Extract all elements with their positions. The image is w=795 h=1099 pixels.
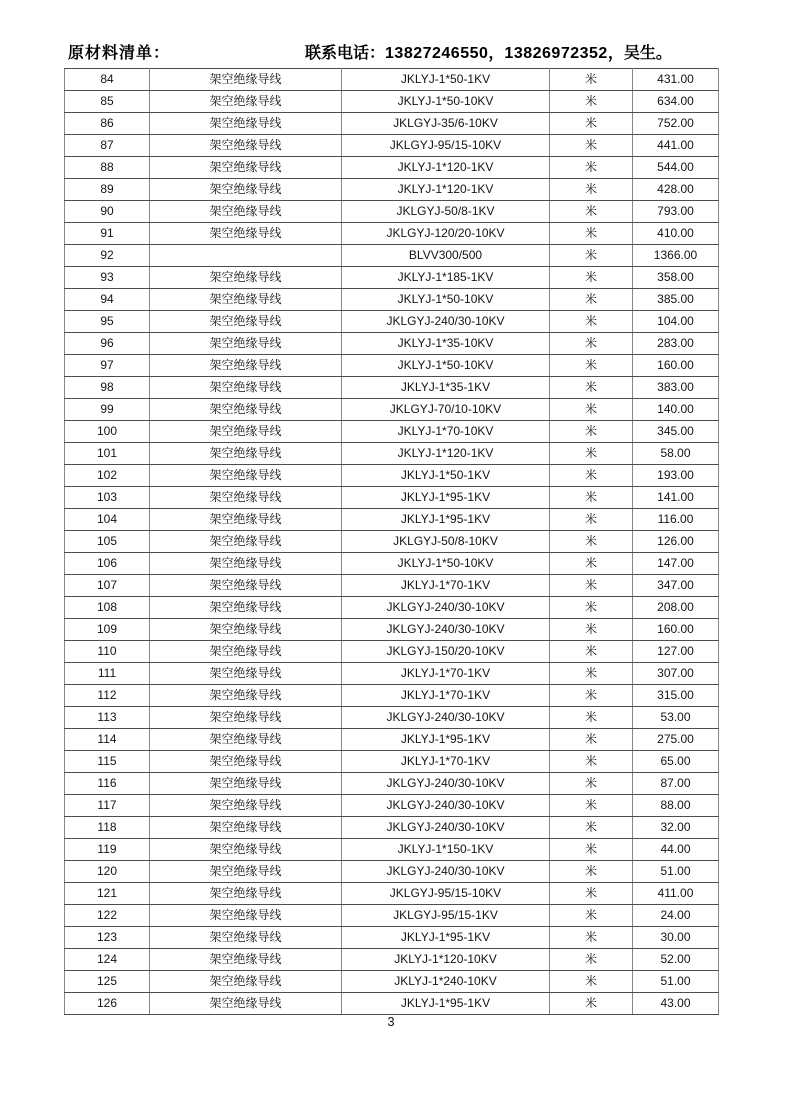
quantity-cell: 51.00: [633, 861, 719, 883]
spec-model-cell: JKLGYJ-35/6-10KV: [342, 113, 550, 135]
material-name-cell: 架空绝缘导线: [150, 223, 342, 245]
row-number-cell: 93: [65, 267, 150, 289]
unit-cell: 米: [550, 69, 633, 91]
material-name-cell: 架空绝缘导线: [150, 795, 342, 817]
quantity-cell: 88.00: [633, 795, 719, 817]
material-name-cell: 架空绝缘导线: [150, 443, 342, 465]
quantity-cell: 126.00: [633, 531, 719, 553]
table-row: [65, 91, 719, 113]
spec-model-cell: JKLYJ-1*240-10KV: [342, 971, 550, 993]
row-number-cell: 87: [65, 135, 150, 157]
material-name-cell: 架空绝缘导线: [150, 355, 342, 377]
spec-model-cell: JKLYJ-1*95-1KV: [342, 509, 550, 531]
unit-cell: 米: [550, 179, 633, 201]
table-row: [65, 179, 719, 201]
material-name-cell: 架空绝缘导线: [150, 289, 342, 311]
quantity-cell: 24.00: [633, 905, 719, 927]
unit-cell: 米: [550, 201, 633, 223]
material-name-cell: 架空绝缘导线: [150, 949, 342, 971]
table-row: [65, 927, 719, 949]
spec-model-cell: JKLYJ-1*50-10KV: [342, 91, 550, 113]
table-row: [65, 421, 719, 443]
table-row: [65, 311, 719, 333]
row-number-cell: 117: [65, 795, 150, 817]
quantity-cell: 345.00: [633, 421, 719, 443]
table-row: [65, 157, 719, 179]
table-row: [65, 839, 719, 861]
material-name-cell: 架空绝缘导线: [150, 179, 342, 201]
unit-cell: 米: [550, 619, 633, 641]
row-number-cell: 98: [65, 377, 150, 399]
spec-model-cell: JKLYJ-1*50-1KV: [342, 465, 550, 487]
quantity-cell: 58.00: [633, 443, 719, 465]
material-name-cell: 架空绝缘导线: [150, 619, 342, 641]
table-row: [65, 553, 719, 575]
material-name-cell: 架空绝缘导线: [150, 707, 342, 729]
quantity-cell: 44.00: [633, 839, 719, 861]
unit-cell: 米: [550, 597, 633, 619]
quantity-cell: 634.00: [633, 91, 719, 113]
spec-model-cell: JKLYJ-1*185-1KV: [342, 267, 550, 289]
row-number-cell: 97: [65, 355, 150, 377]
unit-cell: 米: [550, 861, 633, 883]
table-row: [65, 861, 719, 883]
table-row: [65, 201, 719, 223]
unit-cell: 米: [550, 157, 633, 179]
spec-model-cell: JKLYJ-1*70-1KV: [342, 685, 550, 707]
spec-model-cell: JKLYJ-1*120-1KV: [342, 179, 550, 201]
row-number-cell: 125: [65, 971, 150, 993]
row-number-cell: 116: [65, 773, 150, 795]
quantity-cell: 385.00: [633, 289, 719, 311]
table-row: [65, 993, 719, 1015]
row-number-cell: 114: [65, 729, 150, 751]
table-row: [65, 949, 719, 971]
material-name-cell: 架空绝缘导线: [150, 597, 342, 619]
row-number-cell: 110: [65, 641, 150, 663]
table-row: [65, 729, 719, 751]
row-number-cell: 95: [65, 311, 150, 333]
row-number-cell: 104: [65, 509, 150, 531]
unit-cell: 米: [550, 575, 633, 597]
spec-model-cell: JKLYJ-1*120-1KV: [342, 443, 550, 465]
row-number-cell: 96: [65, 333, 150, 355]
quantity-cell: 411.00: [633, 883, 719, 905]
material-name-cell: 架空绝缘导线: [150, 509, 342, 531]
quantity-cell: 283.00: [633, 333, 719, 355]
quantity-cell: 441.00: [633, 135, 719, 157]
material-name-cell: 架空绝缘导线: [150, 685, 342, 707]
unit-cell: 米: [550, 729, 633, 751]
spec-model-cell: JKLYJ-1*50-1KV: [342, 69, 550, 91]
unit-cell: 米: [550, 927, 633, 949]
quantity-cell: 32.00: [633, 817, 719, 839]
quantity-cell: 104.00: [633, 311, 719, 333]
quantity-cell: 87.00: [633, 773, 719, 795]
row-number-cell: 121: [65, 883, 150, 905]
spec-model-cell: JKLYJ-1*120-10KV: [342, 949, 550, 971]
unit-cell: 米: [550, 113, 633, 135]
row-number-cell: 99: [65, 399, 150, 421]
spec-model-cell: JKLYJ-1*35-1KV: [342, 377, 550, 399]
table-row: [65, 509, 719, 531]
row-number-cell: 112: [65, 685, 150, 707]
row-number-cell: 100: [65, 421, 150, 443]
unit-cell: 米: [550, 289, 633, 311]
unit-cell: 米: [550, 707, 633, 729]
quantity-cell: 53.00: [633, 707, 719, 729]
spec-model-cell: JKLYJ-1*50-10KV: [342, 289, 550, 311]
row-number-cell: 122: [65, 905, 150, 927]
spec-model-cell: JKLGYJ-240/30-10KV: [342, 773, 550, 795]
unit-cell: 米: [550, 421, 633, 443]
spec-model-cell: JKLYJ-1*70-10KV: [342, 421, 550, 443]
unit-cell: 米: [550, 509, 633, 531]
material-name-cell: 架空绝缘导线: [150, 377, 342, 399]
table-row: [65, 795, 719, 817]
material-name-cell: 架空绝缘导线: [150, 663, 342, 685]
table-row: [65, 267, 719, 289]
unit-cell: 米: [550, 399, 633, 421]
table-row: [65, 289, 719, 311]
material-name-cell: [150, 245, 342, 267]
table-row: [65, 531, 719, 553]
row-number-cell: 86: [65, 113, 150, 135]
spec-model-cell: JKLGYJ-240/30-10KV: [342, 707, 550, 729]
quantity-cell: 544.00: [633, 157, 719, 179]
table-row: [65, 905, 719, 927]
quantity-cell: 752.00: [633, 113, 719, 135]
row-number-cell: 84: [65, 69, 150, 91]
material-name-cell: 架空绝缘导线: [150, 487, 342, 509]
spec-model-cell: JKLGYJ-95/15-1KV: [342, 905, 550, 927]
spec-model-cell: BLVV300/500: [342, 245, 550, 267]
quantity-cell: 793.00: [633, 201, 719, 223]
table-row: [65, 685, 719, 707]
quantity-cell: 315.00: [633, 685, 719, 707]
row-number-cell: 109: [65, 619, 150, 641]
quantity-cell: 193.00: [633, 465, 719, 487]
unit-cell: 米: [550, 993, 633, 1015]
table-row: [65, 223, 719, 245]
unit-cell: 米: [550, 223, 633, 245]
material-name-cell: 架空绝缘导线: [150, 817, 342, 839]
material-name-cell: 架空绝缘导线: [150, 69, 342, 91]
quantity-cell: 127.00: [633, 641, 719, 663]
row-number-cell: 89: [65, 179, 150, 201]
row-number-cell: 106: [65, 553, 150, 575]
quantity-cell: 30.00: [633, 927, 719, 949]
material-name-cell: 架空绝缘导线: [150, 91, 342, 113]
row-number-cell: 91: [65, 223, 150, 245]
unit-cell: 米: [550, 817, 633, 839]
unit-cell: 米: [550, 355, 633, 377]
table-row: [65, 619, 719, 641]
row-number-cell: 107: [65, 575, 150, 597]
unit-cell: 米: [550, 531, 633, 553]
unit-cell: 米: [550, 91, 633, 113]
spec-model-cell: JKLYJ-1*50-10KV: [342, 553, 550, 575]
quantity-cell: 307.00: [633, 663, 719, 685]
contact-separator-2: ，: [607, 45, 624, 62]
table-row: [65, 399, 719, 421]
material-name-cell: 架空绝缘导线: [150, 905, 342, 927]
table-row: [65, 487, 719, 509]
table-row: [65, 113, 719, 135]
materials-table: [64, 68, 719, 1015]
material-name-cell: 架空绝缘导线: [150, 575, 342, 597]
spec-model-cell: JKLYJ-1*50-10KV: [342, 355, 550, 377]
spec-model-cell: JKLYJ-1*95-1KV: [342, 927, 550, 949]
material-name-cell: 架空绝缘导线: [150, 399, 342, 421]
quantity-cell: 383.00: [633, 377, 719, 399]
material-name-cell: 架空绝缘导线: [150, 751, 342, 773]
material-name-cell: 架空绝缘导线: [150, 201, 342, 223]
spec-model-cell: JKLGYJ-95/15-10KV: [342, 135, 550, 157]
spec-model-cell: JKLGYJ-240/30-10KV: [342, 597, 550, 619]
contact-info: [305, 40, 672, 63]
unit-cell: 米: [550, 443, 633, 465]
table-row: [65, 971, 719, 993]
contact-phone-1: 13827246550: [385, 45, 489, 62]
spec-model-cell: JKLYJ-1*35-10KV: [342, 333, 550, 355]
material-name-cell: 架空绝缘导线: [150, 267, 342, 289]
material-name-cell: 架空绝缘导线: [150, 421, 342, 443]
table-row: [65, 751, 719, 773]
doc-title: 原材料清单：: [68, 45, 171, 62]
unit-cell: 米: [550, 377, 633, 399]
spec-model-cell: JKLGYJ-95/15-10KV: [342, 883, 550, 905]
unit-cell: 米: [550, 883, 633, 905]
material-name-cell: 架空绝缘导线: [150, 729, 342, 751]
material-name-cell: 架空绝缘导线: [150, 861, 342, 883]
spec-model-cell: JKLYJ-1*95-1KV: [342, 729, 550, 751]
row-number-cell: 126: [65, 993, 150, 1015]
row-number-cell: 108: [65, 597, 150, 619]
row-number-cell: 118: [65, 817, 150, 839]
quantity-cell: 208.00: [633, 597, 719, 619]
unit-cell: 米: [550, 685, 633, 707]
table-row: [65, 245, 719, 267]
quantity-cell: 140.00: [633, 399, 719, 421]
row-number-cell: 102: [65, 465, 150, 487]
row-number-cell: 124: [65, 949, 150, 971]
spec-model-cell: JKLGYJ-240/30-10KV: [342, 311, 550, 333]
spec-model-cell: JKLGYJ-70/10-10KV: [342, 399, 550, 421]
spec-model-cell: JKLGYJ-240/30-10KV: [342, 861, 550, 883]
unit-cell: 米: [550, 553, 633, 575]
row-number-cell: 111: [65, 663, 150, 685]
unit-cell: 米: [550, 333, 633, 355]
unit-cell: 米: [550, 465, 633, 487]
contact-phone-2: 13826972352: [504, 45, 608, 62]
spec-model-cell: JKLYJ-1*70-1KV: [342, 751, 550, 773]
material-name-cell: 架空绝缘导线: [150, 113, 342, 135]
unit-cell: 米: [550, 641, 633, 663]
quantity-cell: 65.00: [633, 751, 719, 773]
table-row: [65, 377, 719, 399]
table-row: [65, 707, 719, 729]
spec-model-cell: JKLGYJ-50/8-10KV: [342, 531, 550, 553]
unit-cell: 米: [550, 245, 633, 267]
unit-cell: 米: [550, 949, 633, 971]
unit-cell: 米: [550, 971, 633, 993]
row-number-cell: 120: [65, 861, 150, 883]
material-name-cell: 架空绝缘导线: [150, 531, 342, 553]
contact-person-name: 吴生。: [623, 45, 672, 62]
row-number-cell: 90: [65, 201, 150, 223]
spec-model-cell: JKLYJ-1*95-1KV: [342, 993, 550, 1015]
row-number-cell: 92: [65, 245, 150, 267]
materials-table-body: [65, 69, 719, 1015]
quantity-cell: 141.00: [633, 487, 719, 509]
spec-model-cell: JKLGYJ-240/30-10KV: [342, 619, 550, 641]
quantity-cell: 347.00: [633, 575, 719, 597]
row-number-cell: 115: [65, 751, 150, 773]
quantity-cell: 160.00: [633, 619, 719, 641]
spec-model-cell: JKLGYJ-240/30-10KV: [342, 795, 550, 817]
page-number: 3: [387, 1014, 395, 1029]
table-row: [65, 817, 719, 839]
spec-model-cell: JKLYJ-1*150-1KV: [342, 839, 550, 861]
page-header: [0, 40, 795, 66]
spec-model-cell: JKLGYJ-50/8-1KV: [342, 201, 550, 223]
table-row: [65, 69, 719, 91]
contact-label: 联系电话：: [305, 45, 386, 62]
quantity-cell: 51.00: [633, 971, 719, 993]
spec-model-cell: JKLGYJ-240/30-10KV: [342, 817, 550, 839]
row-number-cell: 119: [65, 839, 150, 861]
quantity-cell: 431.00: [633, 69, 719, 91]
quantity-cell: 358.00: [633, 267, 719, 289]
material-name-cell: 架空绝缘导线: [150, 641, 342, 663]
quantity-cell: 116.00: [633, 509, 719, 531]
quantity-cell: 410.00: [633, 223, 719, 245]
table-row: [65, 575, 719, 597]
material-name-cell: 架空绝缘导线: [150, 839, 342, 861]
spec-model-cell: JKLYJ-1*70-1KV: [342, 663, 550, 685]
quantity-cell: 147.00: [633, 553, 719, 575]
row-number-cell: 85: [65, 91, 150, 113]
contact-separator-1: ，: [488, 45, 505, 62]
material-name-cell: 架空绝缘导线: [150, 971, 342, 993]
row-number-cell: 88: [65, 157, 150, 179]
material-name-cell: 架空绝缘导线: [150, 993, 342, 1015]
table-row: [65, 355, 719, 377]
unit-cell: 米: [550, 663, 633, 685]
unit-cell: 米: [550, 135, 633, 157]
material-name-cell: 架空绝缘导线: [150, 333, 342, 355]
unit-cell: 米: [550, 267, 633, 289]
quantity-cell: 428.00: [633, 179, 719, 201]
quantity-cell: 1366.00: [633, 245, 719, 267]
material-name-cell: 架空绝缘导线: [150, 135, 342, 157]
table-row: [65, 333, 719, 355]
unit-cell: 米: [550, 487, 633, 509]
row-number-cell: 101: [65, 443, 150, 465]
spec-model-cell: JKLYJ-1*95-1KV: [342, 487, 550, 509]
table-row: [65, 883, 719, 905]
spec-model-cell: JKLGYJ-120/20-10KV: [342, 223, 550, 245]
table-row: [65, 135, 719, 157]
table-row: [65, 443, 719, 465]
table-row: [65, 465, 719, 487]
quantity-cell: 275.00: [633, 729, 719, 751]
material-name-cell: 架空绝缘导线: [150, 465, 342, 487]
spec-model-cell: JKLYJ-1*70-1KV: [342, 575, 550, 597]
table-row: [65, 641, 719, 663]
row-number-cell: 103: [65, 487, 150, 509]
table-row: [65, 773, 719, 795]
material-name-cell: 架空绝缘导线: [150, 883, 342, 905]
material-name-cell: 架空绝缘导线: [150, 773, 342, 795]
quantity-cell: 43.00: [633, 993, 719, 1015]
material-name-cell: 架空绝缘导线: [150, 311, 342, 333]
row-number-cell: 123: [65, 927, 150, 949]
unit-cell: 米: [550, 773, 633, 795]
material-name-cell: 架空绝缘导线: [150, 553, 342, 575]
unit-cell: 米: [550, 751, 633, 773]
row-number-cell: 94: [65, 289, 150, 311]
spec-model-cell: JKLGYJ-150/20-10KV: [342, 641, 550, 663]
quantity-cell: 160.00: [633, 355, 719, 377]
row-number-cell: 105: [65, 531, 150, 553]
unit-cell: 米: [550, 311, 633, 333]
spec-model-cell: JKLYJ-1*120-1KV: [342, 157, 550, 179]
unit-cell: 米: [550, 905, 633, 927]
table-row: [65, 597, 719, 619]
unit-cell: 米: [550, 839, 633, 861]
unit-cell: 米: [550, 795, 633, 817]
row-number-cell: 113: [65, 707, 150, 729]
material-name-cell: 架空绝缘导线: [150, 157, 342, 179]
material-name-cell: 架空绝缘导线: [150, 927, 342, 949]
quantity-cell: 52.00: [633, 949, 719, 971]
table-row: [65, 663, 719, 685]
